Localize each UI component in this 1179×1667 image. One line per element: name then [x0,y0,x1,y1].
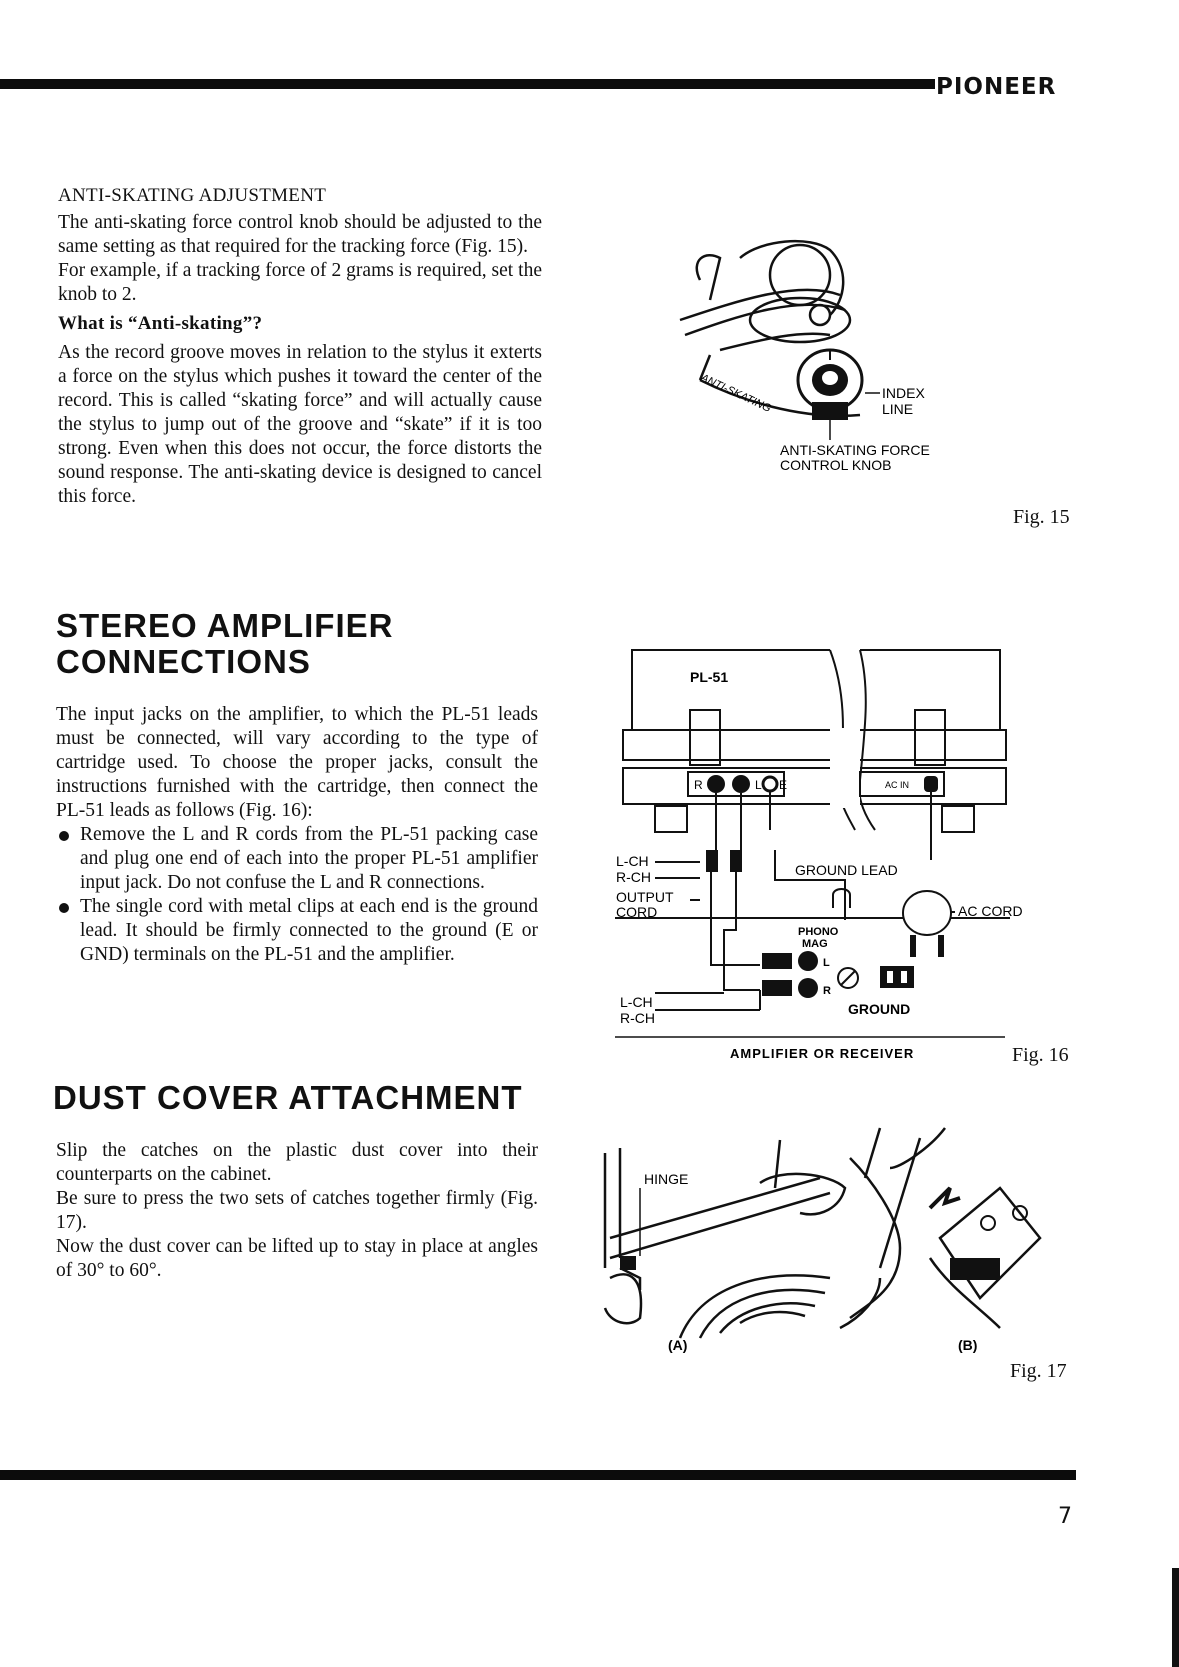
rch-label: R-CH [616,869,651,885]
index-label-2: LINE [882,401,914,417]
fig16-caption: Fig. 16 [1012,1044,1069,1066]
ac-outlet [880,966,914,988]
hinge-label: HINGE [644,1171,689,1187]
amplifier-section-body [56,703,538,967]
header-rule [0,79,935,89]
index-label-1: INDEX [882,385,925,401]
fig17b-drawing [840,1128,1040,1328]
dust-cover-paragraph-2: Be sure to press the two sets of catches together firmly (Fig. 17). [56,1188,538,1233]
anti-skating-paragraph-2: For example, if a tracking force of 2 grams is required, set the knob to 2. [58,260,542,305]
anti-skating-heading: ANTI-SKATING ADJUSTMENT [58,185,327,206]
anti-skating-paragraph-3: As the record groove moves in relation to the stylus it exterts a force on the stylus which pushes it toward the center of the record. This is called “skating force” and will actually cause the stylus to jump out of the groove and “skate” if it is too strong. Even when this does not occur, the force distorts the sound response. The anti-skating device is designed to cancel this force. [58,342,542,507]
jack-r-label: R [694,778,703,792]
brand-logo: PIONEER [936,74,1057,100]
fig17a-drawing [605,1140,845,1338]
amp-jack-l [798,951,818,971]
ac-plug [903,891,951,935]
phono-label-2: MAG [802,938,828,950]
jack-e [763,777,777,791]
amp-l-label: L [823,957,830,969]
bullet-item-ground: The single cord with metal clips at each end is the ground lead. It should be firmly connected to the ground (E or GND) terminals on the PL-51 and the amplifier. [56,895,538,967]
label-b: (B) [958,1337,978,1353]
amp-r-label: R [823,985,831,997]
label-a: (A) [668,1337,688,1353]
bullet-item-cords: Remove the L and R cords from the PL-51 packing case and plug one end of each into the proper PL-51 amplifier input jack. Do not confuse the L and R connections. [56,823,538,895]
fig16-connection-diagram [616,650,1023,1061]
dust-cover-paragraph-1: Slip the catches on the plastic dust cover into their counterparts on the cabinet. [56,1140,538,1185]
turntable-outline-left [632,650,830,730]
ground-label: GROUND [848,1001,911,1017]
hinge-mark [620,1256,636,1270]
page-number: 7 [1058,1504,1072,1529]
amplifier-label: AMPLIFIER OR RECEIVER [730,1046,915,1061]
jack-l-label: L [755,778,762,792]
dust-cover-paragraph-3: Now the dust cover can be lifted up to stay in place at angles of 30° to 60°. [56,1236,538,1281]
amplifier-paragraph: The input jacks on the amplifier, to which the PL-51 leads must be connected, will vary according to the type of cartridge used. To choose the proper jacks, consult the instructions furnished with the cartridge, then connect the PL-51 leads as follows (Fig. 16): [56,704,538,821]
scan-edge-mark [1172,1568,1179,1667]
ac-in-label: AC IN [885,780,910,790]
footer-rule [0,1470,1076,1480]
lch-label: L-CH [616,853,649,869]
fig15-caption: Fig. 15 [1013,506,1070,528]
turntable-base [623,768,1006,804]
fig17-dust-cover-illustration [600,1128,1080,1368]
lch-amp-label: L-CH [620,994,653,1010]
dust-cover-heading: DUST COVER ATTACHMENT [53,1079,523,1116]
amp-jack-r [798,978,818,998]
anti-skating-question: What is “Anti-skating”? [58,313,263,334]
output-label-1: OUTPUT [616,889,674,905]
dial-text: ANTI-SKATING [698,371,773,415]
amplifier-heading-line-2: CONNECTIONS [56,643,311,680]
jack-r [707,775,725,793]
anti-skating-knob [798,350,862,420]
jack-e-label: E [779,778,788,792]
ac-in-socket [924,776,938,792]
knob-label-2: CONTROL KNOB [780,457,892,473]
ground-lead-label: GROUND LEAD [795,862,898,878]
fig17-caption: Fig. 17 [1010,1360,1067,1382]
amplifier-bullet-list [56,823,538,967]
ac-cord-label: AC CORD [958,903,1023,919]
knob-label-1: ANTI-SKATING FORCE [780,442,930,458]
anti-skating-paragraph-1: The anti-skating force control knob should be adjusted to the same setting as that required for the tracking force (Fig. 15). [58,212,542,257]
turntable-deck [623,730,1006,760]
phono-label-1: PHONO [798,926,839,938]
rch-amp-label: R-CH [620,1010,655,1026]
fig15-anti-skating-illustration [680,240,1020,510]
amplifier-section-heading [56,608,393,680]
model-label: PL-51 [690,669,729,685]
amplifier-heading-line-1: STEREO AMPLIFIER [56,607,394,644]
jack-l [732,775,750,793]
turntable-outline-right [860,650,1000,730]
dust-cover-body [56,1139,538,1283]
tonearm-lift-lever [697,255,720,300]
anti-skating-section [58,185,542,509]
output-label-2: CORD [616,904,658,920]
